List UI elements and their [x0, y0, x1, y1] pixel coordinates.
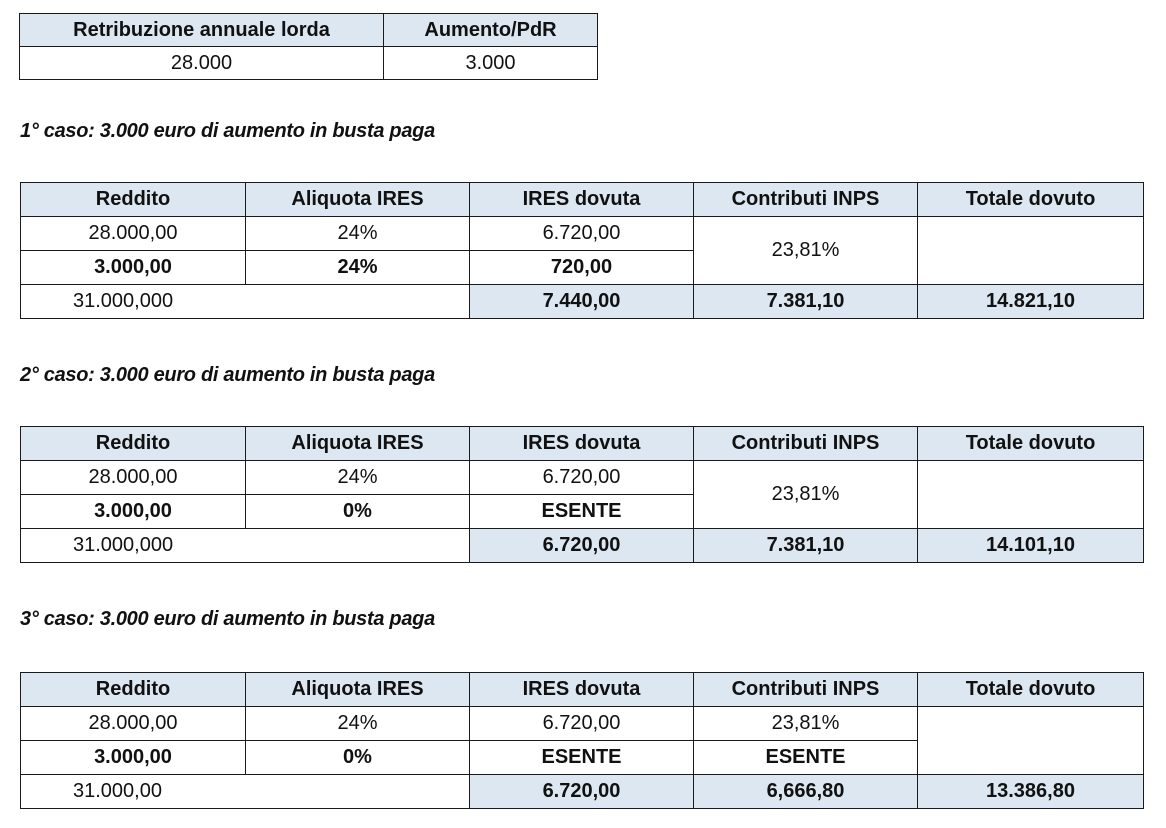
reddito-total: 31.000,000	[21, 529, 470, 563]
aliquota-cell: 24%	[246, 707, 470, 741]
totals-row	[21, 529, 1144, 563]
reddito-cell: 3.000,00	[21, 495, 246, 529]
header-inps: Contributi INPS	[694, 183, 918, 217]
reddito-total: 31.000,000	[21, 285, 470, 319]
header-totale: Totale dovuto	[918, 427, 1144, 461]
table-header-row	[21, 427, 1144, 461]
inps-total: 7.381,10	[694, 529, 918, 563]
ires-total: 7.440,00	[470, 285, 694, 319]
header-raise: Aumento/PdR	[384, 14, 598, 47]
case3-title: 3° caso: 3.000 euro di aumento in busta paga	[20, 608, 435, 630]
header-ires: IRES dovuta	[470, 427, 694, 461]
ires-cell: ESENTE	[470, 741, 694, 775]
aliquota-cell: 24%	[246, 461, 470, 495]
case3-table	[20, 672, 1144, 809]
annual-salary-value: 28.000	[20, 47, 384, 80]
ires-cell: 6.720,00	[470, 461, 694, 495]
totale-empty-cell	[918, 217, 1144, 285]
header-ires: IRES dovuta	[470, 673, 694, 707]
totale-empty-cell	[918, 461, 1144, 529]
header-totale: Totale dovuto	[918, 183, 1144, 217]
case1-table	[20, 182, 1144, 319]
header-ires: IRES dovuta	[470, 183, 694, 217]
inps-total: 7.381,10	[694, 285, 918, 319]
inps-rate-cell: 23,81%	[694, 461, 918, 529]
ires-cell: 6.720,00	[470, 217, 694, 251]
ires-cell: 720,00	[470, 251, 694, 285]
reddito-cell: 3.000,00	[21, 741, 246, 775]
inps-rate-cell: 23,81%	[694, 217, 918, 285]
reddito-cell: 28.000,00	[21, 461, 246, 495]
header-inps: Contributi INPS	[694, 673, 918, 707]
table-header-row	[21, 673, 1144, 707]
header-reddito: Reddito	[21, 673, 246, 707]
inps-cell: 23,81%	[694, 707, 918, 741]
totals-row	[21, 775, 1144, 809]
totale-empty-cell	[918, 707, 1144, 775]
ires-cell: ESENTE	[470, 495, 694, 529]
aliquota-cell: 24%	[246, 217, 470, 251]
aliquota-cell: 0%	[246, 741, 470, 775]
ires-total: 6.720,00	[470, 529, 694, 563]
case2-title: 2° caso: 3.000 euro di aumento in busta paga	[20, 364, 435, 386]
header-aliquota: Aliquota IRES	[246, 673, 470, 707]
case2-table	[20, 426, 1144, 563]
header-aliquota: Aliquota IRES	[246, 183, 470, 217]
reddito-total: 31.000,00	[21, 775, 470, 809]
inps-total: 6,666,80	[694, 775, 918, 809]
aliquota-cell: 0%	[246, 495, 470, 529]
reddito-cell: 28.000,00	[21, 707, 246, 741]
ires-total: 6.720,00	[470, 775, 694, 809]
table-row	[21, 461, 1144, 495]
grand-total: 13.386,80	[918, 775, 1144, 809]
header-annual-salary: Retribuzione annuale lorda	[20, 14, 384, 47]
header-aliquota: Aliquota IRES	[246, 427, 470, 461]
header-inps: Contributi INPS	[694, 427, 918, 461]
ires-cell: 6.720,00	[470, 707, 694, 741]
header-reddito: Reddito	[21, 183, 246, 217]
reddito-cell: 28.000,00	[21, 217, 246, 251]
header-reddito: Reddito	[21, 427, 246, 461]
salary-summary-table	[19, 13, 598, 80]
table-header-row	[21, 183, 1144, 217]
totals-row	[21, 285, 1144, 319]
table-row	[21, 217, 1144, 251]
inps-cell: ESENTE	[694, 741, 918, 775]
grand-total: 14.101,10	[918, 529, 1144, 563]
raise-value: 3.000	[384, 47, 598, 80]
table-row	[21, 707, 1144, 741]
case1-title: 1° caso: 3.000 euro di aumento in busta paga	[20, 120, 435, 142]
aliquota-cell: 24%	[246, 251, 470, 285]
header-totale: Totale dovuto	[918, 673, 1144, 707]
grand-total: 14.821,10	[918, 285, 1144, 319]
reddito-cell: 3.000,00	[21, 251, 246, 285]
